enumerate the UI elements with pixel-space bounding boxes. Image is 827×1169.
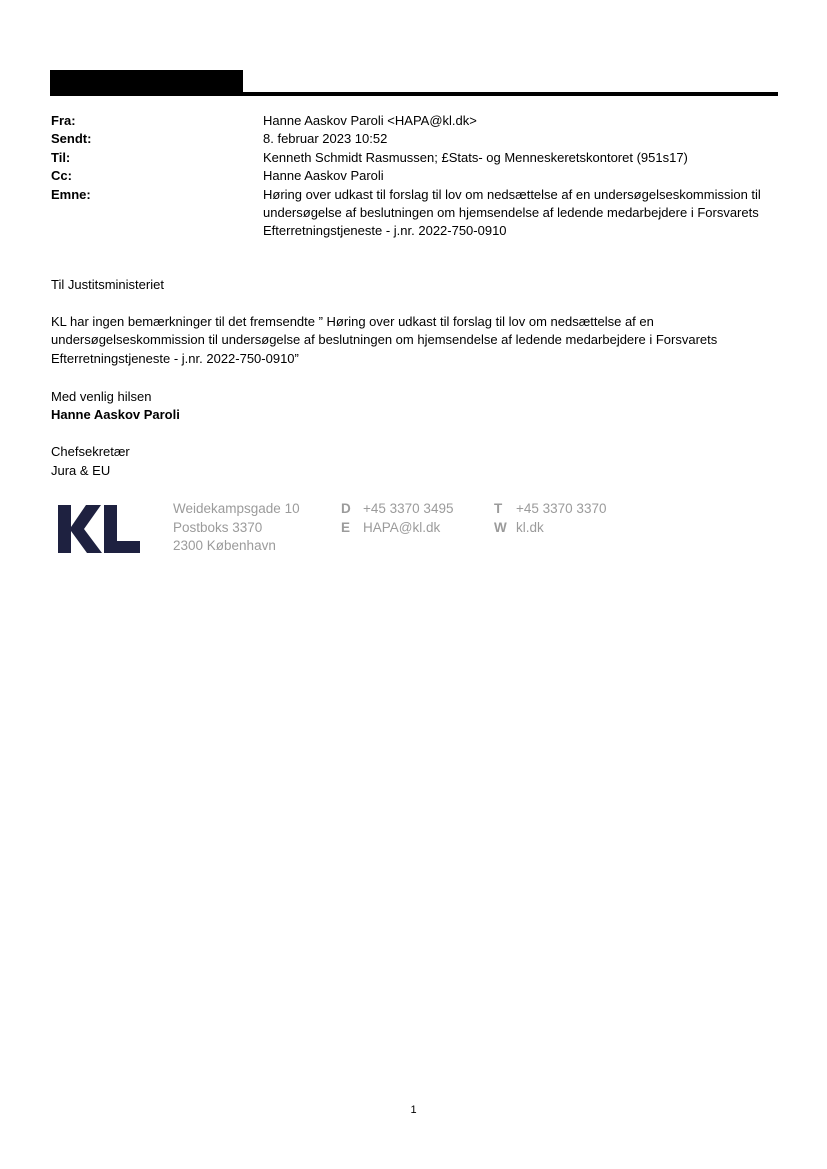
address-city: 2300 København [173, 538, 276, 554]
redaction-bar [50, 70, 243, 94]
phone-label: T [494, 501, 503, 516]
phone: +45 3370 3370 [516, 501, 607, 516]
header-subject-row [51, 186, 771, 241]
signer-name: Hanne Aaskov Paroli [51, 407, 180, 422]
direct-phone: +45 3370 3495 [363, 501, 454, 516]
direct-phone-row [341, 500, 453, 519]
direct-contact-block [341, 500, 453, 537]
from-label: Fra: [51, 113, 76, 128]
header-sent-row [51, 130, 771, 148]
cc-value: Hanne Aaskov Paroli [263, 168, 384, 184]
body-paragraph: KL har ingen bemærkninger til det fremsendte ” Høring over udkast til forslag til lov om nedsættelse af en undersøgelseskommission til undersøgelse af beslutningen om hjemsendelse af ledende medarbejdere i Forsvarets Efterretningstjeneste - j.nr. 2022-750-0910” [51, 314, 718, 366]
greeting: Til Justitsministeriet [51, 277, 164, 292]
cc-label: Cc: [51, 168, 72, 184]
subject-label: Emne: [51, 186, 91, 202]
direct-phone-label: D [341, 501, 351, 516]
sent-value: 8. februar 2023 10:52 [263, 131, 388, 147]
to-value: Kenneth Schmidt Rasmussen; £Stats- og Menneskeretskontoret (951s17) [263, 149, 688, 165]
signer-title: Chefsekretær [51, 444, 130, 459]
email-row [341, 519, 453, 538]
header-rule [50, 92, 778, 96]
email-link[interactable]: HAPA@kl.dk [363, 519, 441, 535]
web-row [494, 519, 606, 538]
header-cc-row [51, 167, 771, 185]
phone-row [494, 500, 606, 519]
signer-department: Jura & EU [51, 463, 111, 478]
web-link[interactable]: kl.dk [516, 519, 544, 535]
sent-label: Sendt: [51, 131, 92, 147]
general-contact-block [494, 500, 606, 537]
closing: Med venlig hilsen [51, 389, 152, 404]
email-label: E [341, 519, 351, 535]
address-block [173, 500, 300, 556]
web-label: W [494, 519, 507, 535]
header-to-row [51, 149, 771, 167]
address-street: Weidekampsgade 10 [173, 501, 300, 516]
subject-value: Høring over udkast til forslag til lov om nedsættelse af en undersøgelseskommission til undersøgelse af beslutningen om hjemsendelse af ledende medarbejdere i Forsvarets Efterretningstjeneste - j.nr. 2022-750-0910 [263, 186, 761, 239]
kl-logo [58, 505, 142, 553]
from-value: Hanne Aaskov Paroli <HAPA@kl.dk> [263, 113, 477, 128]
header-from-row [51, 112, 771, 130]
address-pobox: Postboks 3370 [173, 519, 263, 535]
to-label: Til: [51, 149, 71, 165]
page-number: 1 [410, 1104, 417, 1116]
email-headers [51, 112, 771, 241]
